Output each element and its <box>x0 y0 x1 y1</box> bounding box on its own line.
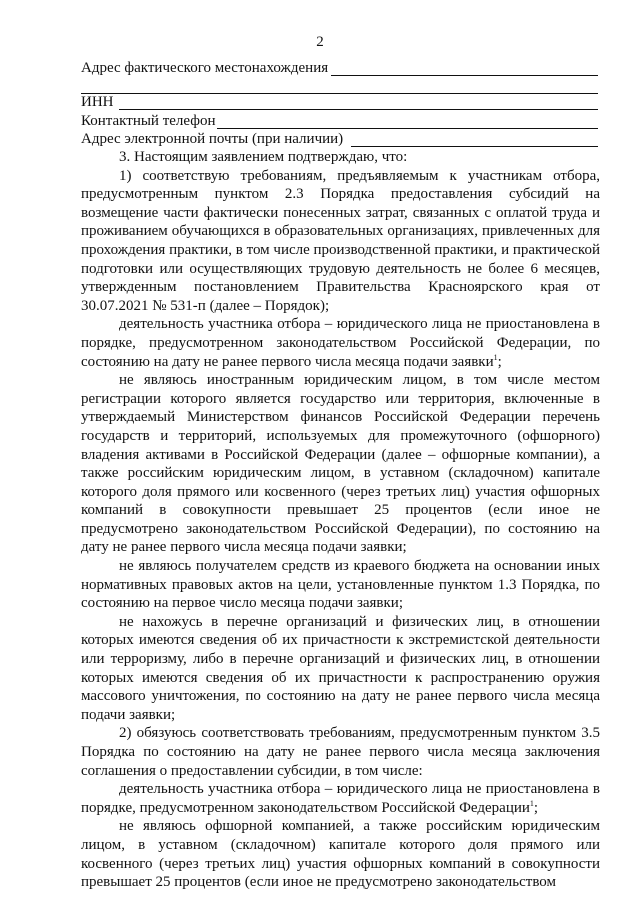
paragraph: 1) соответствую требованиям, предъявляемым к участникам отбора, предусмотренным пунктом 2.3 Порядка предоставления субсидий на возмещение части фактически понесенных затрат, связанных с оплатой труда и проживанием обучающихся в образовательных организациях, привлеченных для прохождения практики, в том числе производственной практики, и практической подготовки или осуществляющих трудовую деятельность не более 6 месяцев, утвержденным постановлением Правительства Красноярского края от 30.07.2021 № 531-п (далее – Порядок); <box>81 167 600 314</box>
paragraph: не нахожусь в перечне организаций и физических лиц, в отношении которых имеются сведения об их причастности к экстремистской деятельности или терроризму, либо в перечне организаций и физических лиц, в отношении которых имеются сведения об их причастности к распространению оружия массового уничтожения, по состоянию на дату не ранее первого числа месяца подачи заявки; <box>81 613 600 723</box>
address-actual-line <box>331 75 598 76</box>
address-actual-label: Адрес фактического местонахождения <box>81 60 329 76</box>
declaration-body <box>81 148 600 892</box>
paragraph: не являюсь получателем средств из краевого бюджета на основании иных нормативных правовых актов на цели, установленные пунктом 1.3 Порядка, по состоянию на первое число месяца подачи заявки; <box>81 558 600 612</box>
paragraph: не являюсь офшорной компанией, а также российским юридическим лицом, в уставном (складочном) капитале которого доля прямого или косвенного (через третьих лиц) участия офшорных компаний в совокупности превышает 25 процентов (если иное не предусмотрено законодательством <box>81 818 600 891</box>
footnote-marker: 1 <box>529 798 534 808</box>
paragraph: 2) обязуюсь соответствовать требованиям, предусмотренным пунктом 3.5 Порядка по состоянию на дату не ранее первого числа месяца заключения соглашения о предоставлении субсидии, в том числе: <box>81 725 600 779</box>
phone-line <box>217 128 598 129</box>
paragraph: деятельность участника отбора – юридического лица не приостановлена в порядке, предусмотренном законодательством Российской Федерации, по состоянию на дату не ранее первого числа месяца подачи заявки$^1$; <box>81 316 600 370</box>
inn-line <box>119 109 598 110</box>
paragraph: 3. Настоящим заявлением подтверждаю, что: <box>119 149 408 165</box>
email-label: Адрес электронной почты (при наличии) <box>81 131 344 147</box>
paragraph: не являюсь иностранным юридическим лицом, в том числе местом регистрации которого является государство или территория, включенные в утверждаемый Министерством финансов Российской Федерации перечень государств и территорий, используемых для промежуточного (офшорного) владения активами в Российской Федерации (далее – офшорные компании), а также российским юридическим лицом, в уставном (складочном) капитале которого доля прямого или косвенного (через третьих лиц) участия офшорных компаний в совокупности превышает 25 процентов (если иное не предусмотрено законодательством Российской Федерации), по состоянию на дату не ранее первого числа месяца подачи заявки; <box>81 372 600 556</box>
inn-label: ИНН <box>81 94 114 110</box>
email-line <box>351 146 598 147</box>
phone-label: Контактный телефон <box>81 113 216 129</box>
page-number: 2 <box>316 34 324 50</box>
paragraph: деятельность участника отбора – юридического лица не приостановлена в порядке, предусмотренном законодательством Российской Федерации$^1$; <box>81 781 600 816</box>
footnote-marker: 1 <box>493 352 498 362</box>
address-continuation-line <box>81 93 598 94</box>
